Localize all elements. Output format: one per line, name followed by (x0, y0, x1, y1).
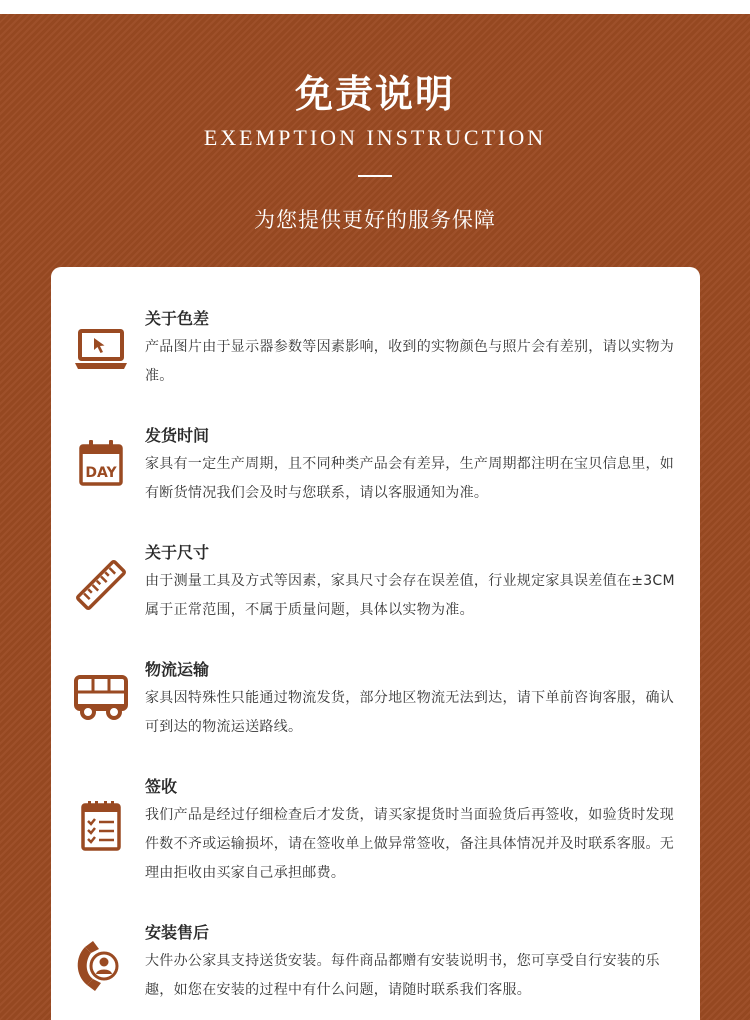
item-title: 关于尺寸 (145, 543, 210, 562)
truck-icon (73, 668, 129, 724)
item-description: 由于测量工具及方式等因素，家具尺寸会存在误差值，行业规定家具误差值在±3CM属于正常范围，不属于质量问题，具体以实物为准。 (145, 573, 675, 618)
item-title: 签收 (145, 777, 178, 796)
item-description: 我们产品是经过仔细检查后才发货，请买家提货时当面验货后再签收，如验货时发现件数不齐或运输损坏，请在签收单上做异常签收，备注具体情况并及时联系客服。无理由拒收由买家自己承担邮费。 (145, 807, 675, 881)
item-title: 关于色差 (145, 309, 210, 328)
item-title: 安装售后 (145, 923, 210, 942)
ruler-icon (73, 557, 129, 613)
item-description: 家具因特殊性只能通过物流发货，部分地区物流无法到达，请下单前咨询客服，确认可到达的物流运送路线。 (145, 690, 675, 735)
item-description: 产品图片由于显示器参数等因素影响，收到的实物颜色与照片会有差别，请以实物为准。 (145, 339, 675, 384)
info-card (51, 267, 700, 1020)
item-description: 大件办公家具支持送货安装。每件商品都赠有安装说明书，您可享受自行安装的乐趣，如您在安装的过程中有什么问题，请随时联系我们客服。 (145, 953, 660, 998)
checklist-icon (73, 799, 129, 855)
calendar-day-label: DAY (85, 465, 117, 481)
item-title: 发货时间 (145, 426, 210, 445)
item-title: 物流运输 (145, 660, 210, 679)
calendar-day-icon (73, 436, 129, 492)
title-divider (358, 175, 392, 177)
laptop-icon (73, 321, 129, 377)
item-description: 家具有一定生产周期，且不同种类产品会有差异，生产周期都注明在宝贝信息里，如有断货情况我们会及时与您联系，请以客服通知为准。 (145, 456, 675, 501)
page-tagline: 为您提供更好的服务保障 (254, 208, 496, 232)
top-white-strip (0, 0, 750, 14)
page-subtitle-english: EXEMPTION INSTRUCTION (203, 125, 547, 150)
service-phone-icon (73, 937, 129, 993)
page-title: 免责说明 (294, 71, 455, 116)
